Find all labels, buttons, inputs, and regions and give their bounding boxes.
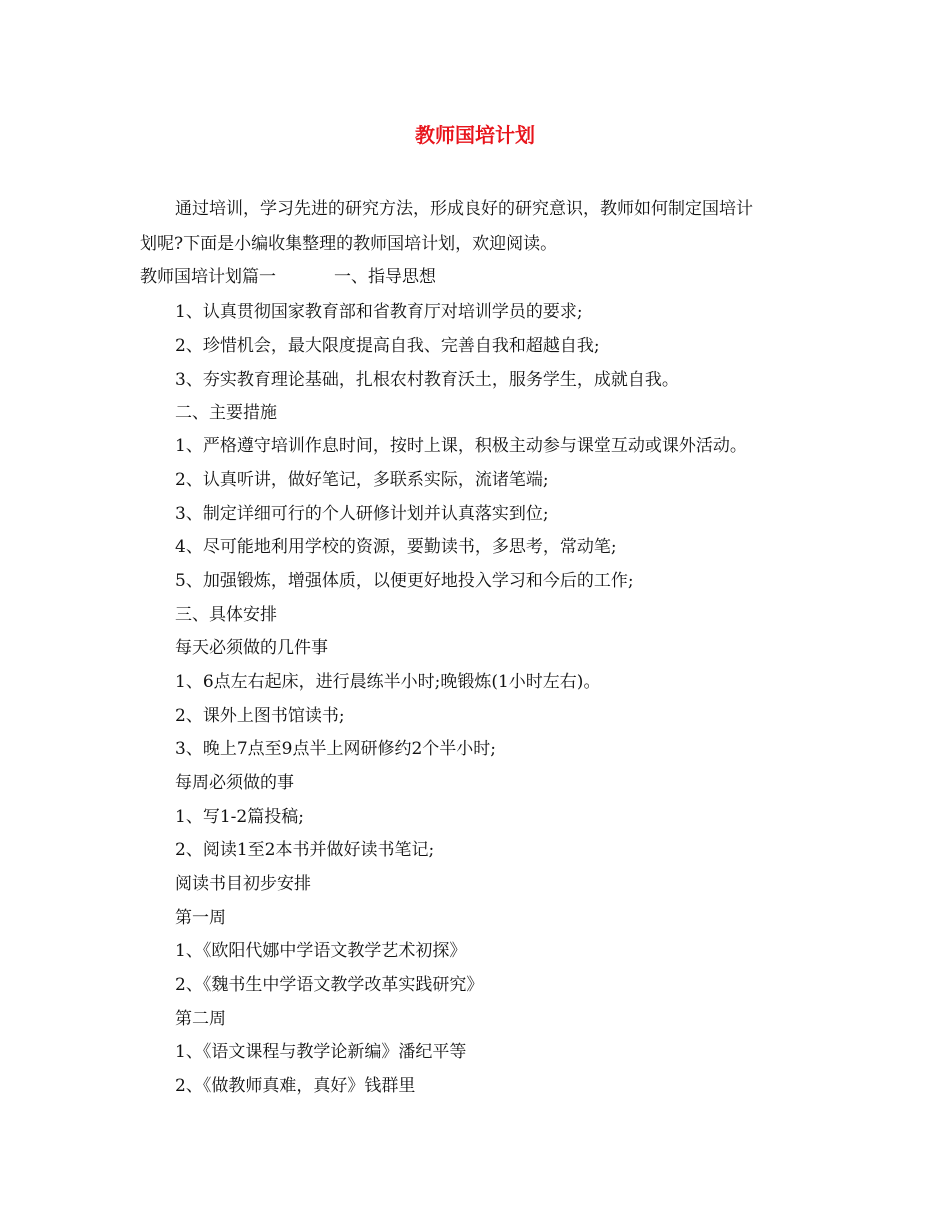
- list-item: 2、《魏书生中学语文教学改革实践研究》: [175, 975, 484, 995]
- week-label: 第一周: [175, 908, 226, 928]
- subsection-label: 每周必须做的事: [175, 773, 294, 793]
- section-subheading: 三、具体安排: [175, 605, 277, 625]
- list-item: 1、《欧阳代娜中学语文教学艺术初探》: [175, 941, 467, 961]
- list-item: 3、夯实教育理论基础，扎根农村教育沃土，服务学生，成就自我。: [175, 370, 679, 390]
- page-title: 教师国培计划: [415, 123, 535, 147]
- section-heading-right: 一、指导思想: [334, 267, 436, 287]
- list-item: 3、制定详细可行的个人研修计划并认真落实到位;: [175, 504, 549, 524]
- intro-line-2: 划呢?下面是小编收集整理的教师国培计划，欢迎阅读。: [140, 234, 558, 254]
- section-subheading: 二、主要措施: [175, 403, 277, 423]
- intro-line-1: 通过培训，学习先进的研究方法，形成良好的研究意识，教师如何制定国培计: [175, 199, 753, 219]
- section-heading-left: 教师国培计划篇一: [140, 267, 276, 287]
- list-item: 2、珍惜机会，最大限度提高自我、完善自我和超越自我;: [175, 336, 600, 356]
- list-item: 2、认真听讲，做好笔记，多联系实际，流诸笔端;: [175, 470, 549, 490]
- list-item: 2、阅读1至2本书并做好读书笔记;: [175, 840, 435, 860]
- list-item: 3、晚上7点至9点半上网研修约2个半小时;: [175, 739, 496, 759]
- list-item: 5、加强锻炼，增强体质，以便更好地投入学习和今后的工作;: [175, 571, 634, 591]
- list-item: 1、严格遵守培训作息时间，按时上课，积极主动参与课堂互动或课外活动。: [175, 436, 747, 456]
- list-item: 1、6点左右起床，进行晨练半小时;晚锻炼(1小时左右)。: [175, 672, 601, 692]
- section-heading: [140, 265, 436, 289]
- subsection-label: 每天必须做的几件事: [175, 638, 328, 658]
- list-item: 1、写1-2篇投稿;: [175, 807, 304, 827]
- list-item: 4、尽可能地利用学校的资源，要勤读书，多思考，常动笔;: [175, 537, 617, 557]
- list-item: 2、《做教师真难，真好》钱群里: [175, 1076, 416, 1096]
- list-item: 1、认真贯彻国家教育部和省教育厅对培训学员的要求;: [175, 302, 583, 322]
- subsection-label: 阅读书目初步安排: [175, 874, 311, 894]
- list-item: 1、《语文课程与教学论新编》潘纪平等: [175, 1042, 467, 1062]
- week-label: 第二周: [175, 1009, 226, 1029]
- list-item: 2、课外上图书馆读书;: [175, 706, 345, 726]
